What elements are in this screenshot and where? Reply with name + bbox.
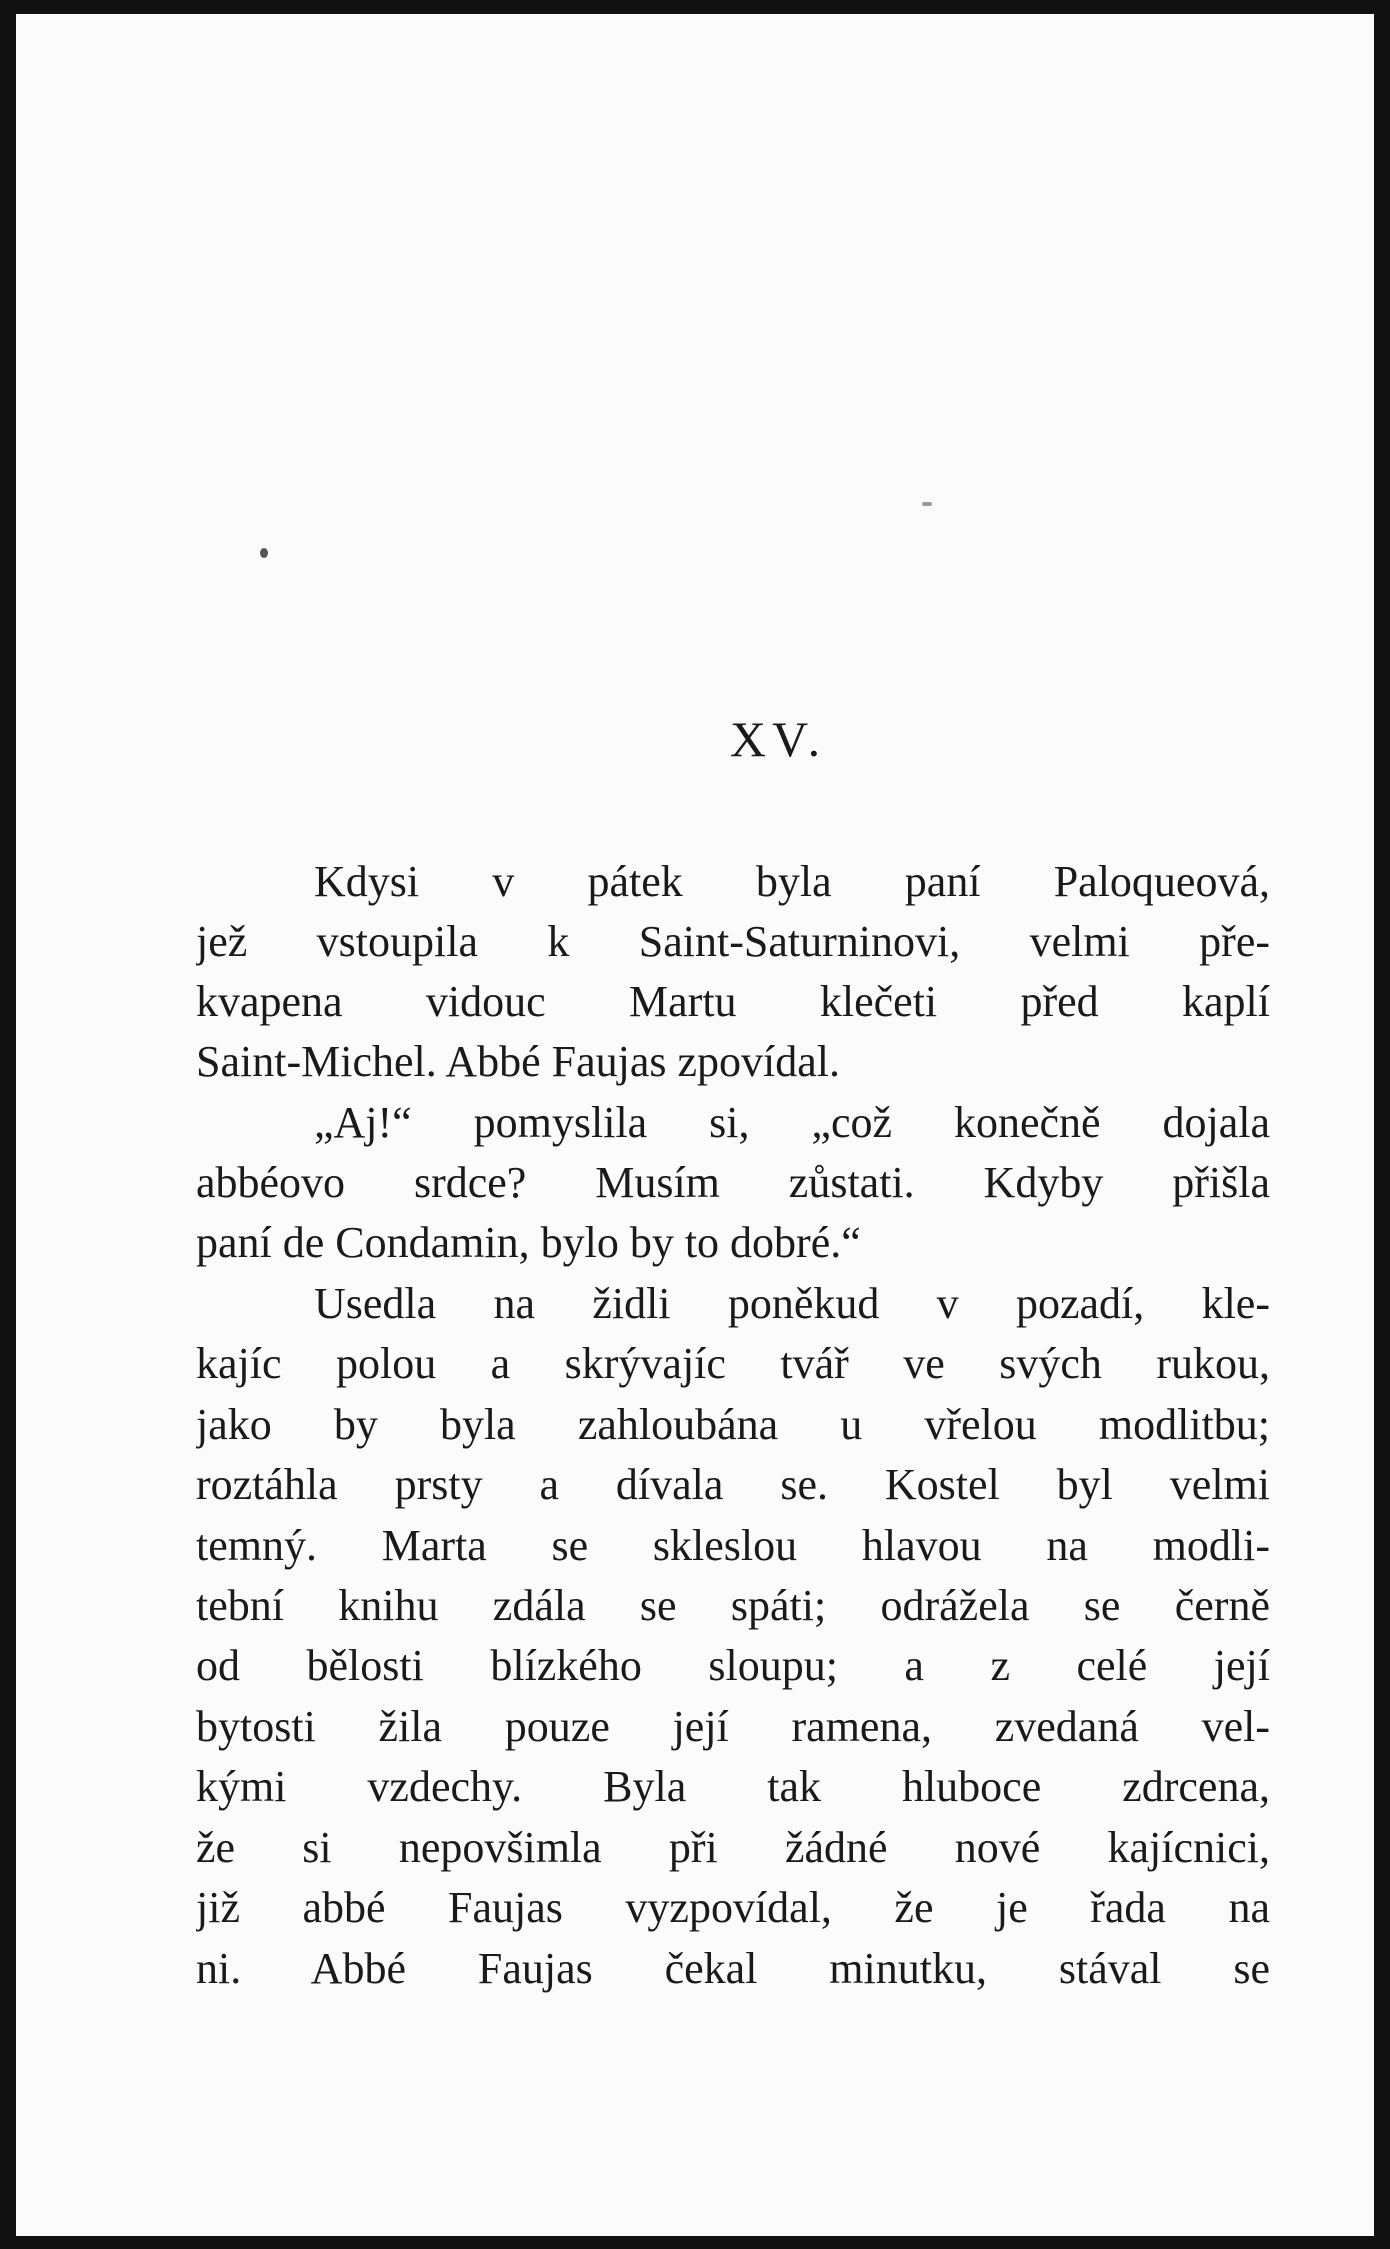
text-line: jako by byla zahloubána u vřelou modlitbu; (196, 1400, 1270, 1449)
text-line: že si nepovšimla při žádné nové kajícnici, (196, 1823, 1270, 1872)
text-line: „Aj!“ pomyslila si, „což konečně dojala (314, 1098, 1270, 1147)
text-line: jež vstoupila k Saint-Saturninovi, velmi pře- (196, 917, 1270, 966)
text-line: Saint-Michel. Abbé Faujas zpovídal. (196, 1037, 840, 1086)
text-line: již abbé Faujas vyzpovídal, že je řada na (196, 1883, 1270, 1932)
text-line: abbéovo srdce? Musím zůstati. Kdyby přišla (196, 1158, 1270, 1207)
text-line: kvapena vidouc Martu klečeti před kaplí (196, 977, 1270, 1026)
text-line: Usedla na židli poněkud v pozadí, kle- (314, 1279, 1270, 1328)
text-line: kajíc polou a skrývajíc tvář ve svých rukou, (196, 1339, 1270, 1388)
text-line: temný. Marta se skleslou hlavou na modli- (196, 1521, 1270, 1570)
chapter-heading: XV. (729, 711, 827, 767)
text-line: ni. Abbé Faujas čekal minutku, stával se (196, 1944, 1270, 1993)
text-line: paní de Condamin, bylo by to dobré.“ (196, 1218, 861, 1267)
book-page (16, 14, 1374, 2236)
text-line: od bělosti blízkého sloupu; a z celé její (196, 1641, 1270, 1690)
ink-speck (922, 502, 932, 506)
text-line: roztáhla prsty a dívala se. Kostel byl velmi (196, 1460, 1270, 1509)
text-line: bytosti žila pouze její ramena, zvedaná vel- (196, 1702, 1270, 1751)
text-line: kými vzdechy. Byla tak hluboce zdrcena, (196, 1762, 1270, 1811)
ink-speck (260, 548, 268, 558)
text-line: Kdysi v pátek byla paní Paloqueová, (314, 857, 1270, 906)
text-line: tební knihu zdála se spáti; odrážela se černě (196, 1581, 1270, 1630)
